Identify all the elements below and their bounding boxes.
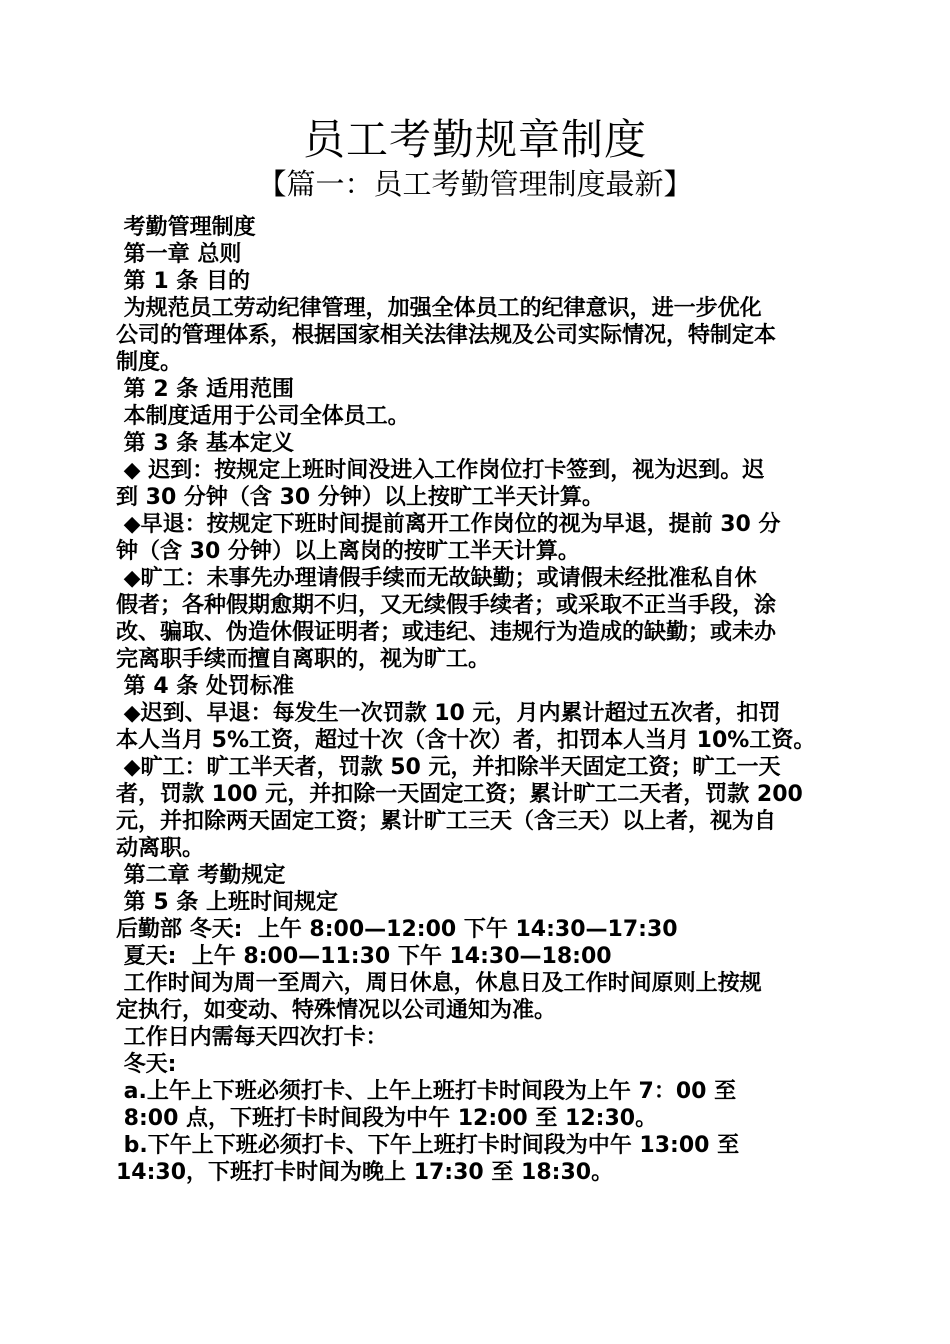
bullet-line: ◆旷工：未事先办理请假手续而无故缺勤；或请假未经批准私自休 xyxy=(116,566,757,591)
paragraph-line: 冬天: xyxy=(116,1052,177,1077)
paragraph-line: 14:30，下班打卡时间为晚上 17:30 至 18:30。 xyxy=(116,1160,614,1185)
paragraph-line: 工作日内需每天四次打卡： xyxy=(116,1025,388,1050)
document-body xyxy=(116,214,836,1186)
paragraph-line: 本制度适用于公司全体员工。 xyxy=(116,404,410,429)
paragraph-line: 元，并扣除两天固定工资；累计旷工三天（含三天）以上者，视为自 xyxy=(116,809,777,834)
paragraph-line: 为规范员工劳动纪律管理，加强全体员工的纪律意识，进一步优化 xyxy=(116,296,762,321)
bullet-line: ◆早退：按规定下班时间提前离开工作岗位的视为早退，提前 30 分 xyxy=(116,512,781,537)
section-heading-attendance: 考勤管理制度 xyxy=(116,215,256,240)
paragraph-line: 到 30 分钟（含 30 分钟）以上按旷工半天计算。 xyxy=(116,485,604,510)
chapter-heading-1: 第一章 总则 xyxy=(116,242,242,267)
paragraph-line: 工作时间为周一至周六，周日休息，休息日及工作时间原则上按规 xyxy=(116,971,762,996)
paragraph-line: 定执行，如变动、特殊情况以公司通知为准。 xyxy=(116,998,557,1023)
paragraph-line: 动离职。 xyxy=(116,836,205,861)
bullet-line: ◆旷工：旷工半天者，罚款 50 元，并扣除半天固定工资；旷工一天 xyxy=(116,755,781,780)
chapter-heading-2: 第二章 考勤规定 xyxy=(116,863,286,888)
article-heading-5: 第 5 条 上班时间规定 xyxy=(116,890,338,915)
list-item-a: a.上午上下班必须打卡、上午上班打卡时间段为上午 7：00 至 xyxy=(116,1079,737,1104)
schedule-winter-line: 后勤部 冬天: 上午 8:00—12:00 下午 14:30—17:30 xyxy=(116,917,678,942)
paragraph-line: 制度。 xyxy=(116,350,183,375)
document-title: 员工考勤规章制度 xyxy=(302,115,647,164)
paragraph-line: 本人当月 5%工资，超过十次（含十次）者，扣罚本人当月 10%工资。 xyxy=(116,728,816,753)
schedule-summer-line: 夏天: 上午 8:00—11:30 下午 14:30—18:00 xyxy=(116,944,612,969)
bullet-line: ◆ 迟到：按规定上班时间没进入工作岗位打卡签到，视为迟到。迟 xyxy=(116,458,765,483)
paragraph-line: 钟（含 30 分钟）以上离岗的按旷工半天计算。 xyxy=(116,539,580,564)
document-subtitle: 【篇一：员工考勤管理制度最新】 xyxy=(257,167,693,201)
article-heading-1: 第 1 条 目的 xyxy=(116,269,250,294)
article-heading-3: 第 3 条 基本定义 xyxy=(116,431,294,456)
article-heading-4: 第 4 条 处罚标准 xyxy=(116,674,294,699)
bullet-line: ◆迟到、早退：每发生一次罚款 10 元，月内累计超过五次者，扣罚 xyxy=(116,701,781,726)
paragraph-line: 改、骗取、伪造休假证明者；或违纪、违规行为造成的缺勤；或未办 xyxy=(116,620,777,645)
paragraph-line: 公司的管理体系，根据国家相关法律法规及公司实际情况，特制定本 xyxy=(116,323,777,348)
paragraph-line: 者，罚款 100 元，并扣除一天固定工资；累计旷工二天者，罚款 200 xyxy=(116,782,803,807)
article-heading-2: 第 2 条 适用范围 xyxy=(116,377,294,402)
paragraph-line: 完离职手续而擅自离职的，视为旷工。 xyxy=(116,647,491,672)
list-item-b: b.下午上下班必须打卡、下午上班打卡时间段为中午 13:00 至 xyxy=(116,1133,740,1158)
paragraph-line: 假者；各种假期愈期不归，又无续假手续者；或采取不正当手段，涂 xyxy=(116,593,777,618)
paragraph-line: 8:00 点，下班打卡时间段为中午 12:00 至 12:30。 xyxy=(116,1106,658,1131)
